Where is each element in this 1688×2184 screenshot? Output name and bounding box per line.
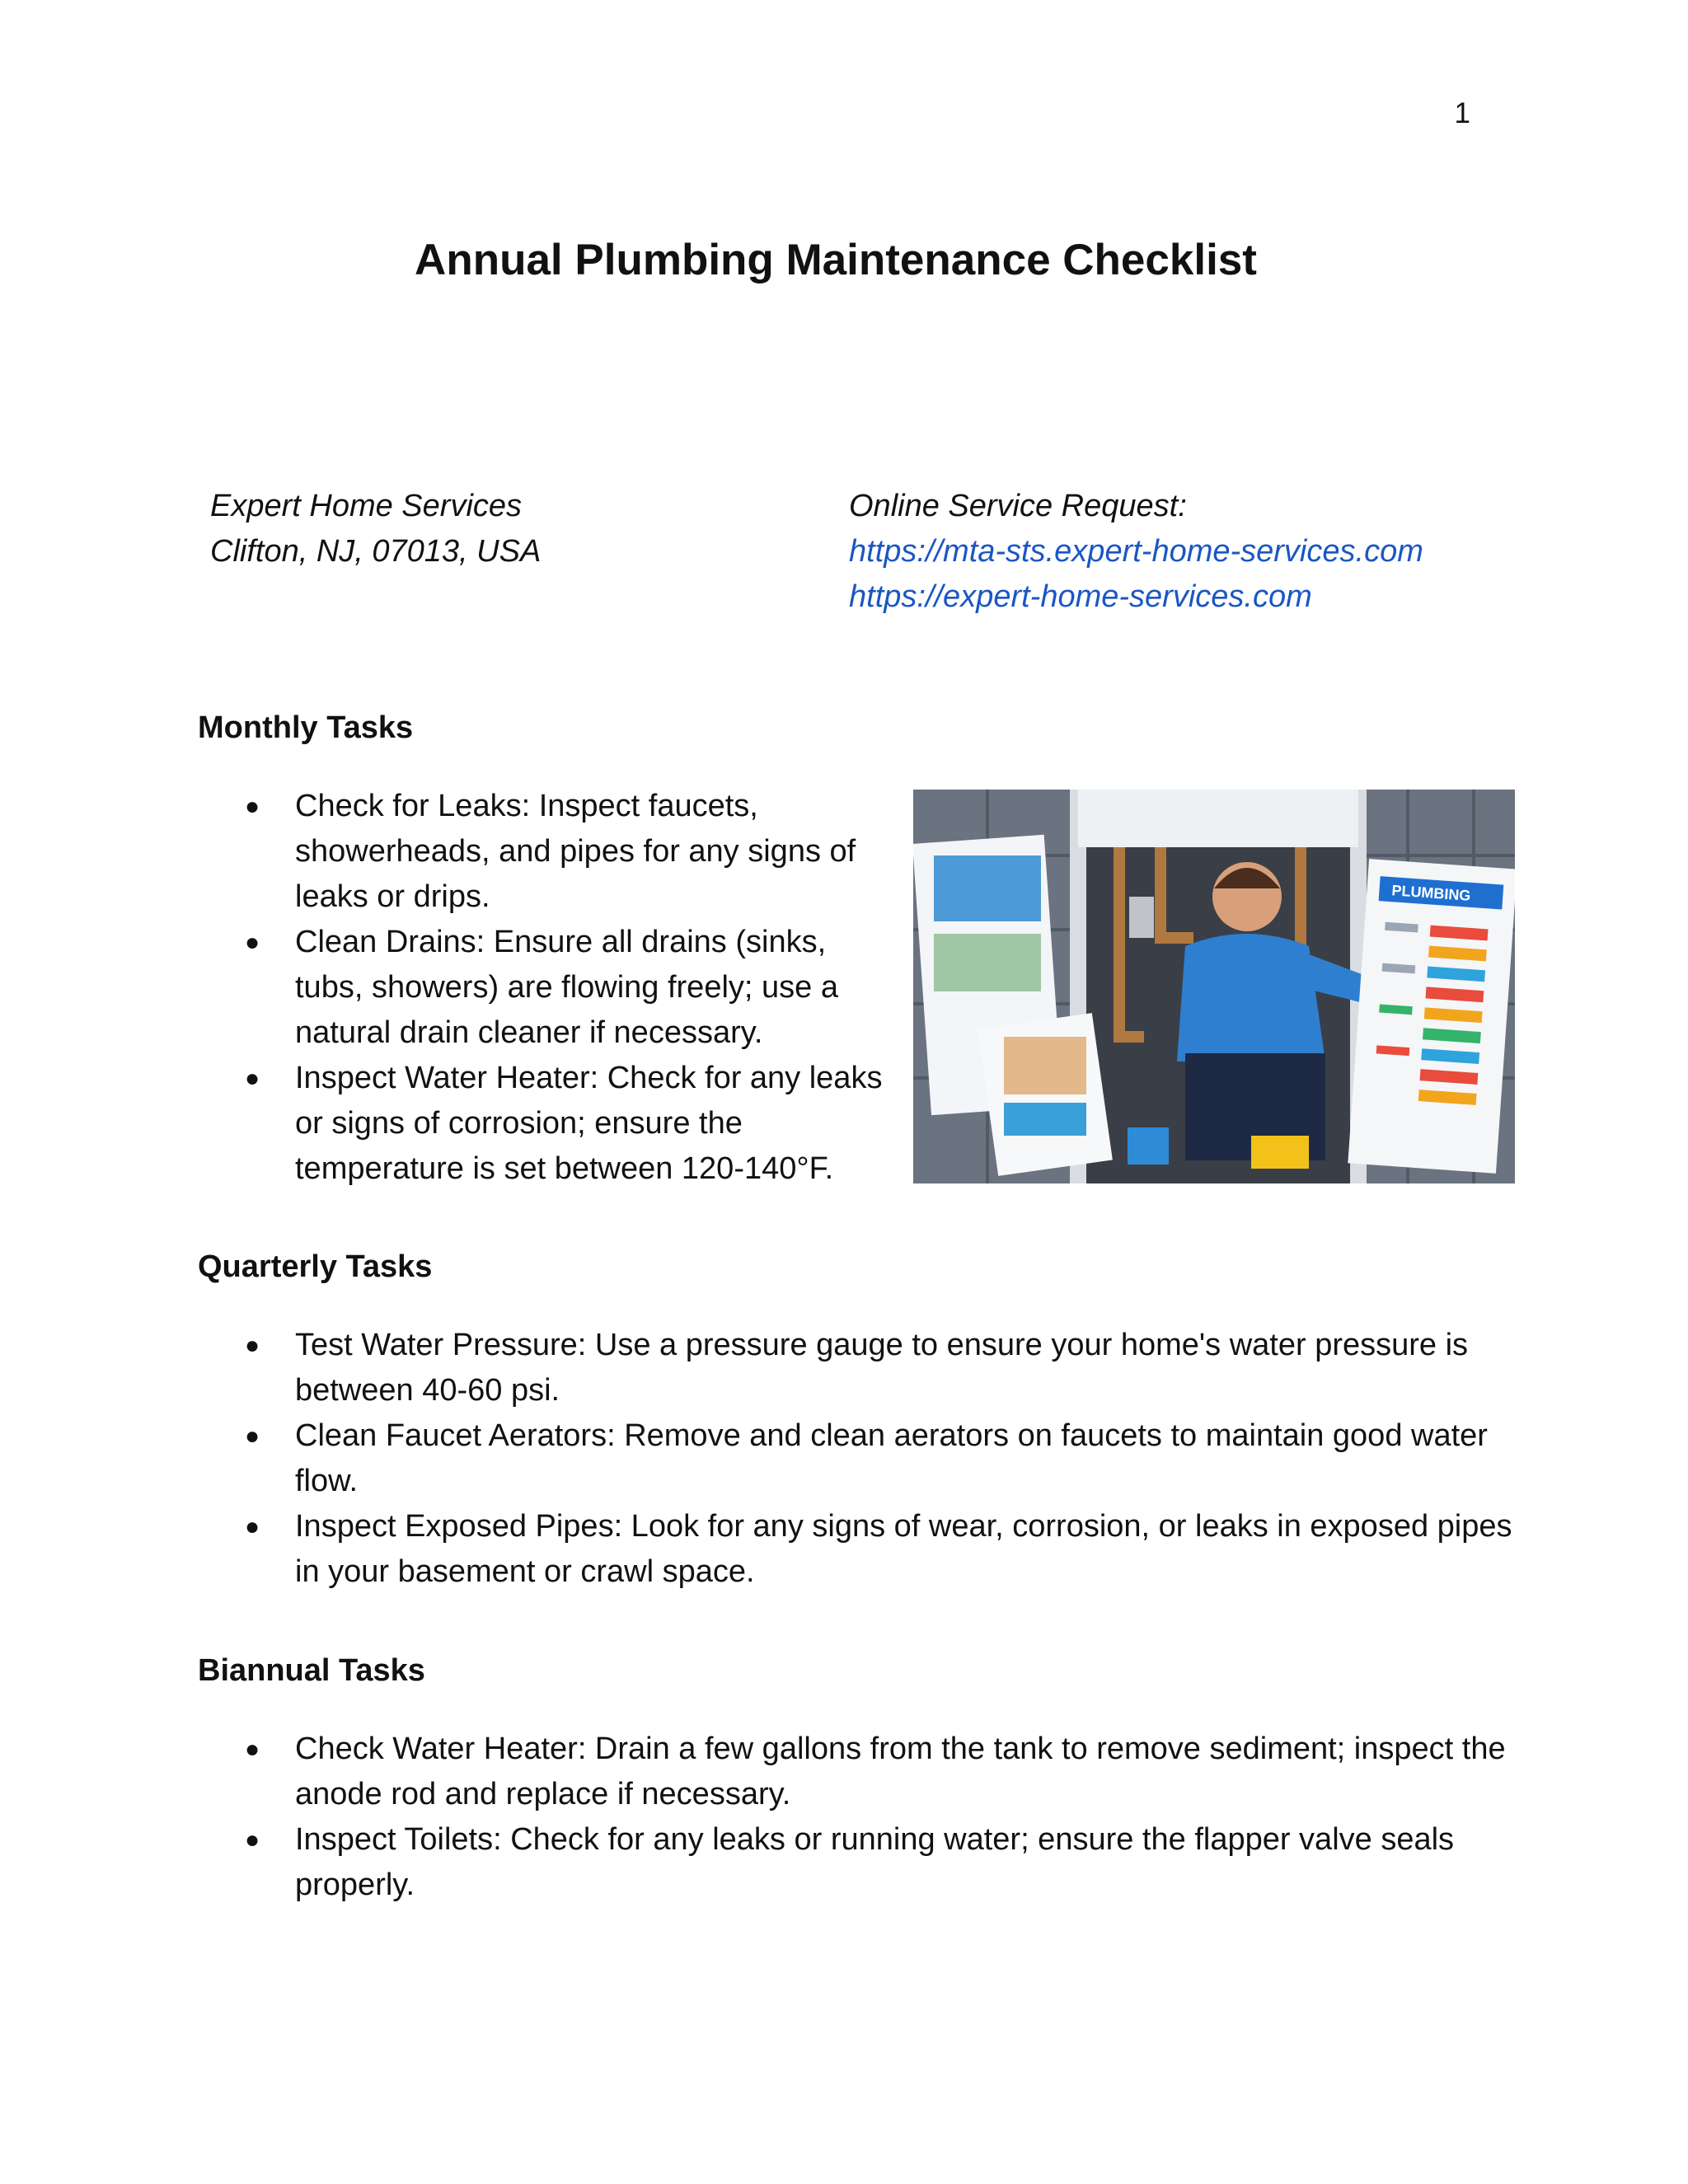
service-request xyxy=(849,484,1423,620)
biannual-tasks-heading: Biannual Tasks xyxy=(198,1653,425,1688)
list-item: ● Clean Drains: Ensure all drains (sinks, tubs, showers) are flowing freely; use a natural drain cleaner if necessary. xyxy=(198,920,898,1056)
list-item: ● Inspect Toilets: Check for any leaks or running water; ensure the flapper valve seals properly. xyxy=(198,1817,1533,1908)
plumber-photo xyxy=(913,790,1515,1183)
biannual-task-list xyxy=(198,1727,1533,1908)
website-link[interactable]: https://expert-home-services.com xyxy=(849,579,1312,614)
list-item: ● Inspect Water Heater: Check for any leaks or signs of corrosion; ensure the temperature is set between 120-140°F. xyxy=(198,1056,898,1192)
service-request-label: Online Service Request: xyxy=(849,489,1187,523)
page-number: 1 xyxy=(1454,97,1470,129)
monthly-task-list xyxy=(198,784,898,1192)
company-name: Expert Home Services xyxy=(210,489,523,523)
company-info xyxy=(210,484,541,574)
quarterly-task-list xyxy=(198,1323,1533,1595)
quarterly-tasks-heading: Quarterly Tasks xyxy=(198,1249,433,1284)
list-item: ● Clean Faucet Aerators: Remove and clean aerators on faucets to maintain good water flow. xyxy=(198,1413,1533,1504)
list-item: ● Test Water Pressure: Use a pressure gauge to ensure your home's water pressure is between 40-60 psi. xyxy=(198,1323,1533,1413)
company-address: Clifton, NJ, 07013, USA xyxy=(210,534,542,569)
list-item: ● Check Water Heater: Drain a few gallons from the tank to remove sediment; inspect the anode rod and replace if necessary. xyxy=(198,1727,1533,1817)
mta-sts-link[interactable]: https://mta-sts.expert-home-services.com xyxy=(849,534,1423,569)
list-item: ● Inspect Exposed Pipes: Look for any signs of wear, corrosion, or leaks in exposed pipes in your basement or crawl space. xyxy=(198,1504,1533,1595)
monthly-tasks-heading: Monthly Tasks xyxy=(198,710,414,745)
page-title: Annual Plumbing Maintenance Checklist xyxy=(415,236,1257,284)
poster-label: PLUMBING xyxy=(1390,882,1472,904)
list-item: ● Check for Leaks: Inspect faucets, showerheads, and pipes for any signs of leaks or drips. xyxy=(198,784,898,920)
